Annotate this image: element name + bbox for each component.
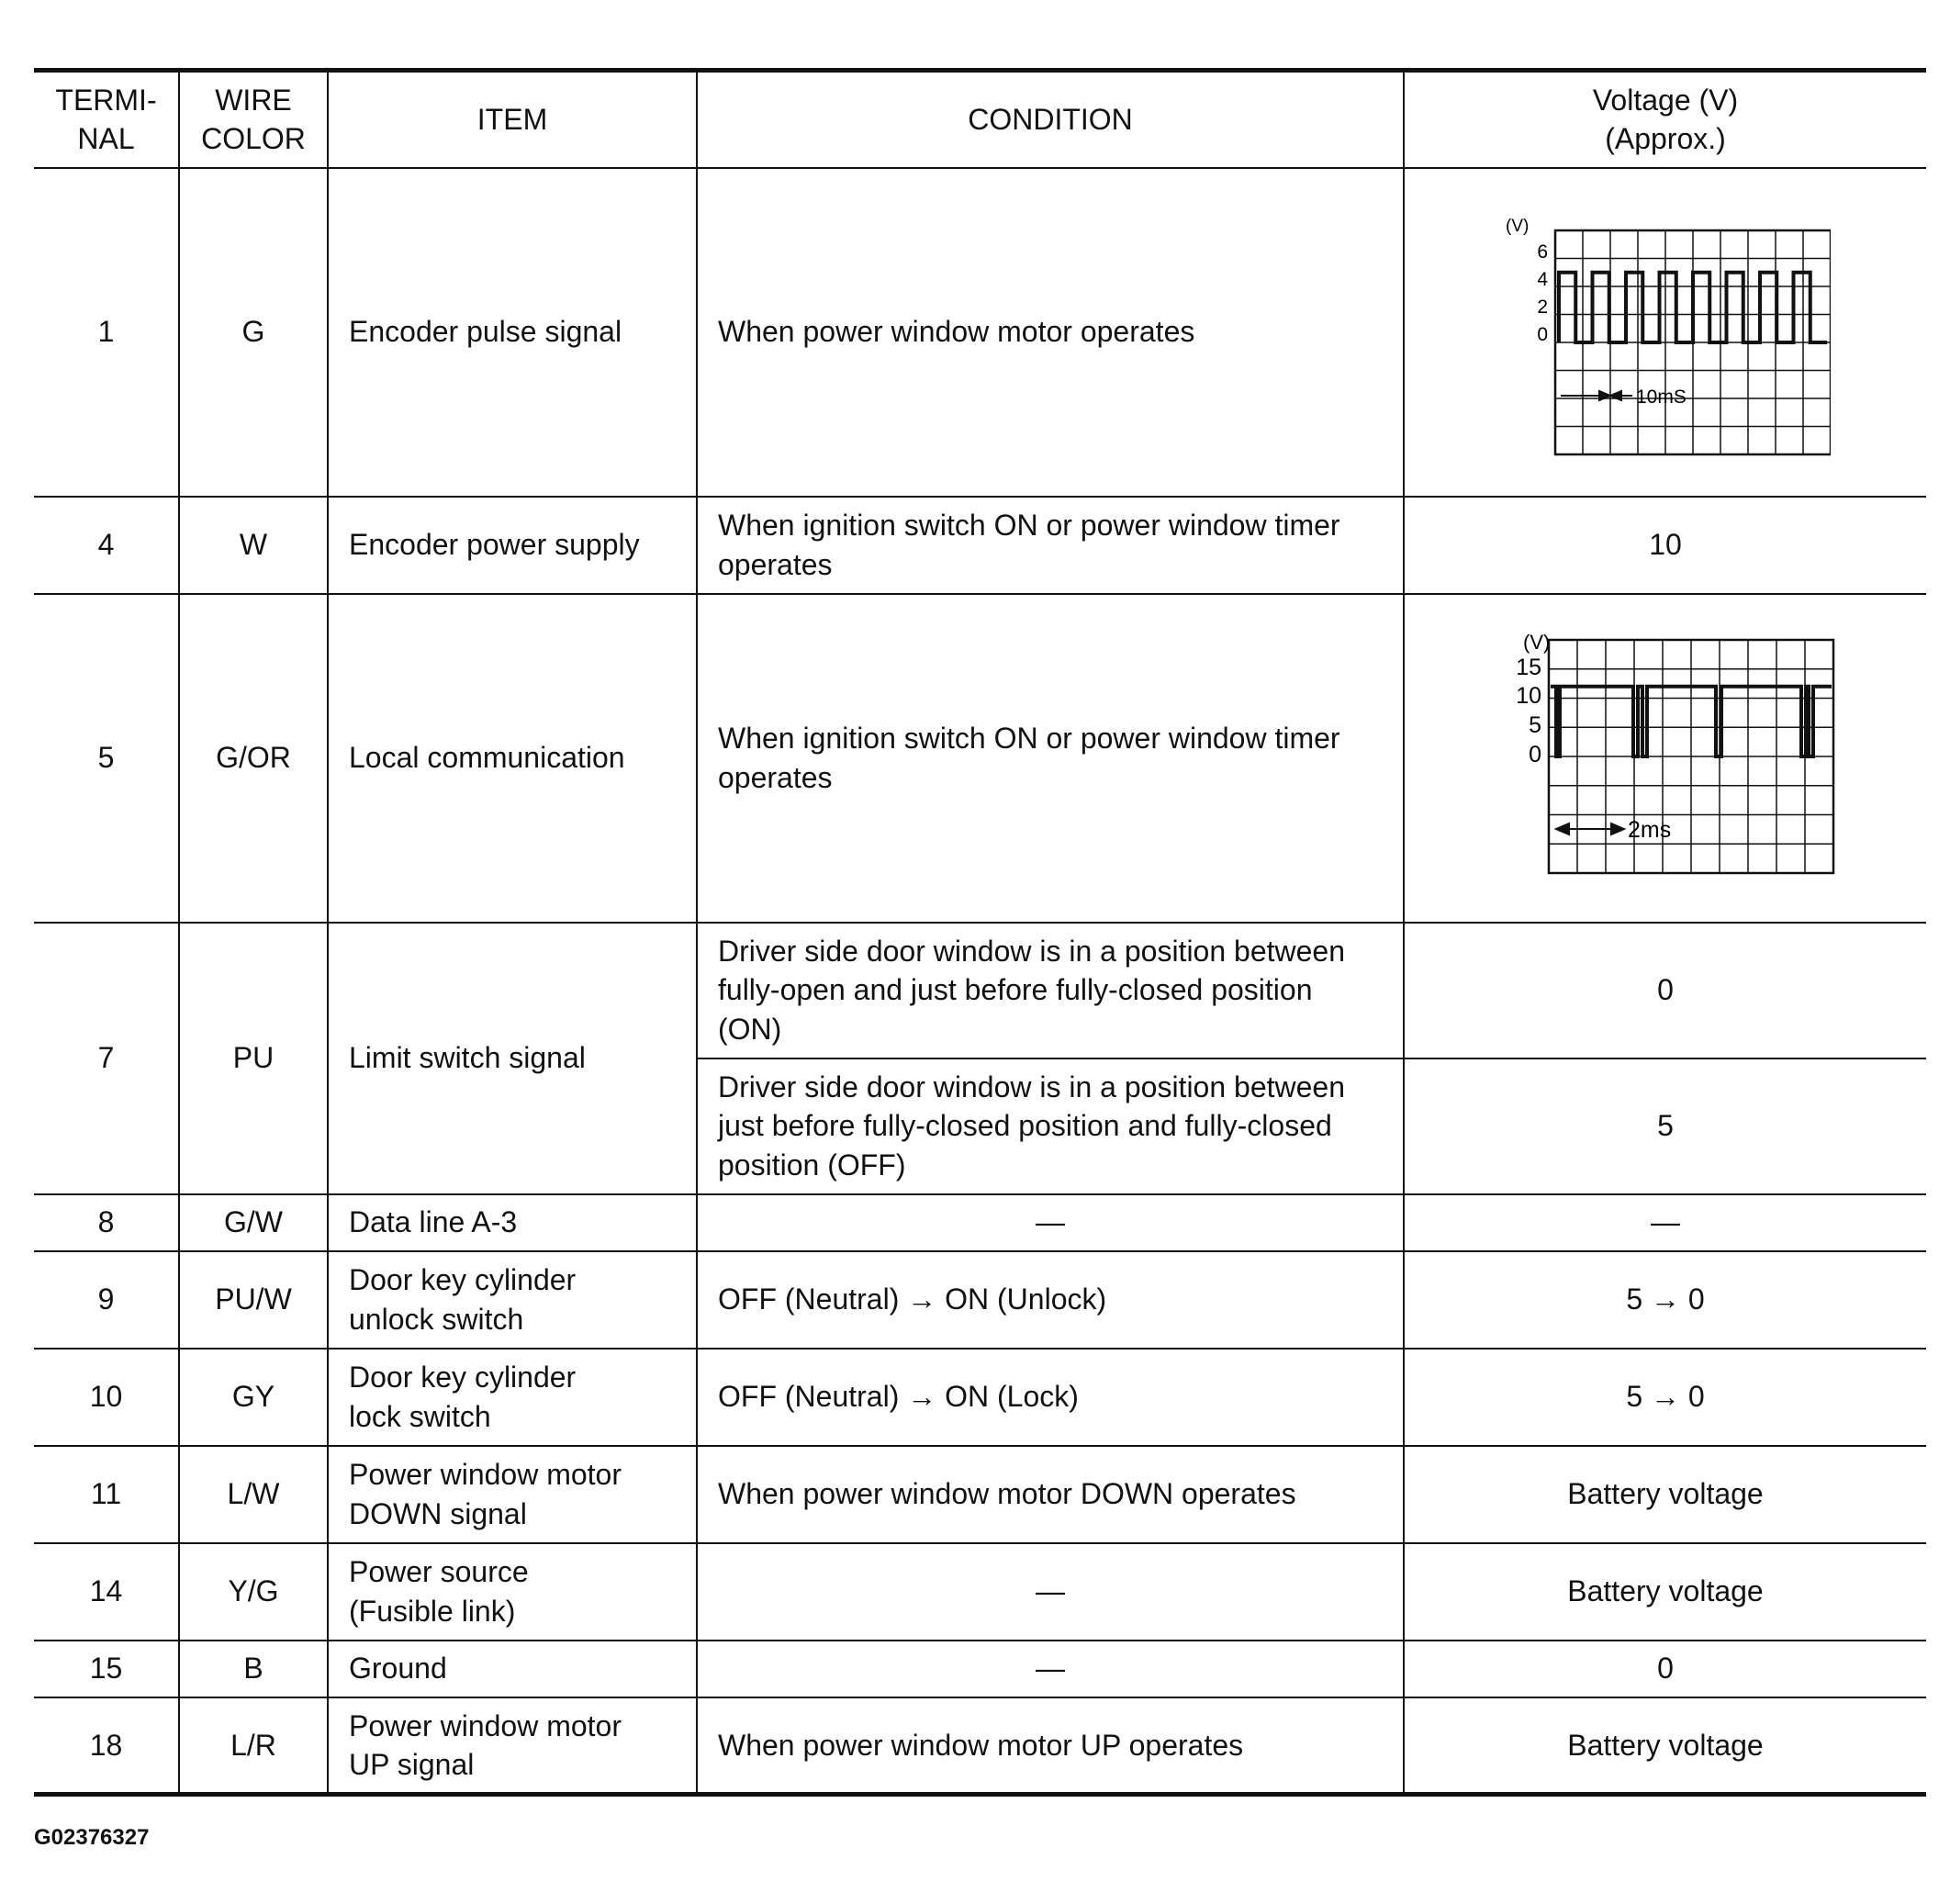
- wire-color-cell: PU/W: [179, 1251, 328, 1349]
- waveform-trace: [1559, 272, 1827, 342]
- item-cell: Door key cylinder unlock switch: [328, 1251, 697, 1349]
- table-row: [34, 1194, 1926, 1251]
- waveform-unit-label: (V): [1523, 633, 1551, 654]
- wire-color-cell: Y/G: [179, 1543, 328, 1641]
- waveform-y-tick: 5: [1529, 711, 1541, 738]
- item-cell: Encoder power supply: [328, 497, 697, 594]
- wire-color-cell: B: [179, 1641, 328, 1697]
- waveform-y-tick: 6: [1537, 241, 1548, 263]
- terminal-cell: 11: [34, 1446, 179, 1543]
- terminal-cell: 14: [34, 1543, 179, 1641]
- wire-color-cell: PU: [179, 923, 328, 1194]
- terminal-cell: 10: [34, 1349, 179, 1446]
- terminal-cell: 9: [34, 1251, 179, 1349]
- voltage-waveform-cell: [1404, 594, 1926, 923]
- condition-cell: OFF (Neutral) → ON (Lock): [697, 1349, 1404, 1446]
- waveform-y-tick: 4: [1537, 268, 1548, 290]
- waveform-y-tick: 15: [1516, 654, 1541, 680]
- header-item: ITEM: [328, 71, 697, 168]
- table-row: [34, 594, 1926, 923]
- condition-cell: When ignition switch ON or power window timer operates: [697, 594, 1404, 923]
- voltage-cell: —: [1404, 1194, 1926, 1251]
- table-row: [34, 1349, 1926, 1446]
- waveform-y-tick: 2: [1537, 296, 1548, 318]
- table-row: [34, 168, 1926, 497]
- condition-cell: —: [697, 1194, 1404, 1251]
- waveform-y-tick: 10: [1516, 682, 1541, 709]
- local-communication-waveform: [1496, 634, 1835, 882]
- wire-color-cell: G: [179, 168, 328, 497]
- terminal-cell: 8: [34, 1194, 179, 1251]
- time-scale-arrow: [1556, 823, 1624, 834]
- voltage-waveform-cell: [1404, 168, 1926, 497]
- terminal-spec-table: [34, 68, 1926, 1797]
- header-wire-color: WIRE COLOR: [179, 71, 328, 168]
- voltage-cell: 0: [1404, 1641, 1926, 1697]
- condition-cell: When power window motor operates: [697, 168, 1404, 497]
- terminal-cell: 1: [34, 168, 179, 497]
- voltage-cell: Battery voltage: [1404, 1446, 1926, 1543]
- table-row: [34, 497, 1926, 594]
- wire-color-cell: G/W: [179, 1194, 328, 1251]
- terminal-cell: 15: [34, 1641, 179, 1697]
- waveform-unit-label: (V): [1506, 216, 1530, 236]
- wire-color-cell: G/OR: [179, 594, 328, 923]
- table-row: [34, 923, 1926, 1058]
- item-cell: Data line A-3: [328, 1194, 697, 1251]
- table-row: [34, 1446, 1926, 1543]
- wire-color-cell: GY: [179, 1349, 328, 1446]
- terminal-cell: 4: [34, 497, 179, 594]
- terminal-cell: 7: [34, 923, 179, 1194]
- wire-color-cell: L/R: [179, 1697, 328, 1795]
- voltage-cell: 10: [1404, 497, 1926, 594]
- header-voltage: Voltage (V) (Approx.): [1404, 71, 1926, 168]
- table-row: [34, 1543, 1926, 1641]
- item-cell: Limit switch signal: [328, 923, 697, 1194]
- header-row: [34, 71, 1926, 168]
- condition-cell: Driver side door window is in a position between just before fully-closed position and fully-closed position (OFF): [697, 1058, 1404, 1194]
- voltage-cell: Battery voltage: [1404, 1543, 1926, 1641]
- condition-cell: When power window motor DOWN operates: [697, 1446, 1404, 1543]
- voltage-cell: 5: [1404, 1058, 1926, 1194]
- item-cell: Door key cylinder lock switch: [328, 1349, 697, 1446]
- condition-cell: When ignition switch ON or power window timer operates: [697, 497, 1404, 594]
- wire-color-cell: W: [179, 497, 328, 594]
- encoder-pulse-waveform: [1500, 208, 1831, 456]
- item-cell: Power window motor UP signal: [328, 1697, 697, 1795]
- table-row: [34, 1641, 1926, 1697]
- voltage-cell: 5 → 0: [1404, 1349, 1926, 1446]
- item-cell: Power window motor DOWN signal: [328, 1446, 697, 1543]
- item-cell: Encoder pulse signal: [328, 168, 697, 497]
- condition-cell: —: [697, 1641, 1404, 1697]
- item-cell: Power source (Fusible link): [328, 1543, 697, 1641]
- condition-cell: When power window motor UP operates: [697, 1697, 1404, 1795]
- waveform-grid: [1549, 640, 1833, 873]
- time-scale-label: 10mS: [1636, 386, 1687, 408]
- item-cell: Ground: [328, 1641, 697, 1697]
- header-terminal: TERMI- NAL: [34, 71, 179, 168]
- item-cell: Local communication: [328, 594, 697, 923]
- time-scale-label: 2ms: [1628, 816, 1672, 843]
- condition-cell: OFF (Neutral) → ON (Unlock): [697, 1251, 1404, 1349]
- voltage-cell: 5 → 0: [1404, 1251, 1926, 1349]
- condition-cell: —: [697, 1543, 1404, 1641]
- waveform-y-tick: 0: [1529, 741, 1541, 767]
- table-row: [34, 1251, 1926, 1349]
- voltage-cell: Battery voltage: [1404, 1697, 1926, 1795]
- terminal-cell: 18: [34, 1697, 179, 1795]
- header-condition: CONDITION: [697, 71, 1404, 168]
- condition-cell: Driver side door window is in a position between fully-open and just before fully-closed position (ON): [697, 923, 1404, 1058]
- terminal-cell: 5: [34, 594, 179, 923]
- table-row: [34, 1697, 1926, 1795]
- voltage-cell: 0: [1404, 923, 1926, 1058]
- wire-color-cell: L/W: [179, 1446, 328, 1543]
- figure-code: G02376327: [34, 1825, 150, 1850]
- waveform-y-tick: 0: [1537, 323, 1548, 345]
